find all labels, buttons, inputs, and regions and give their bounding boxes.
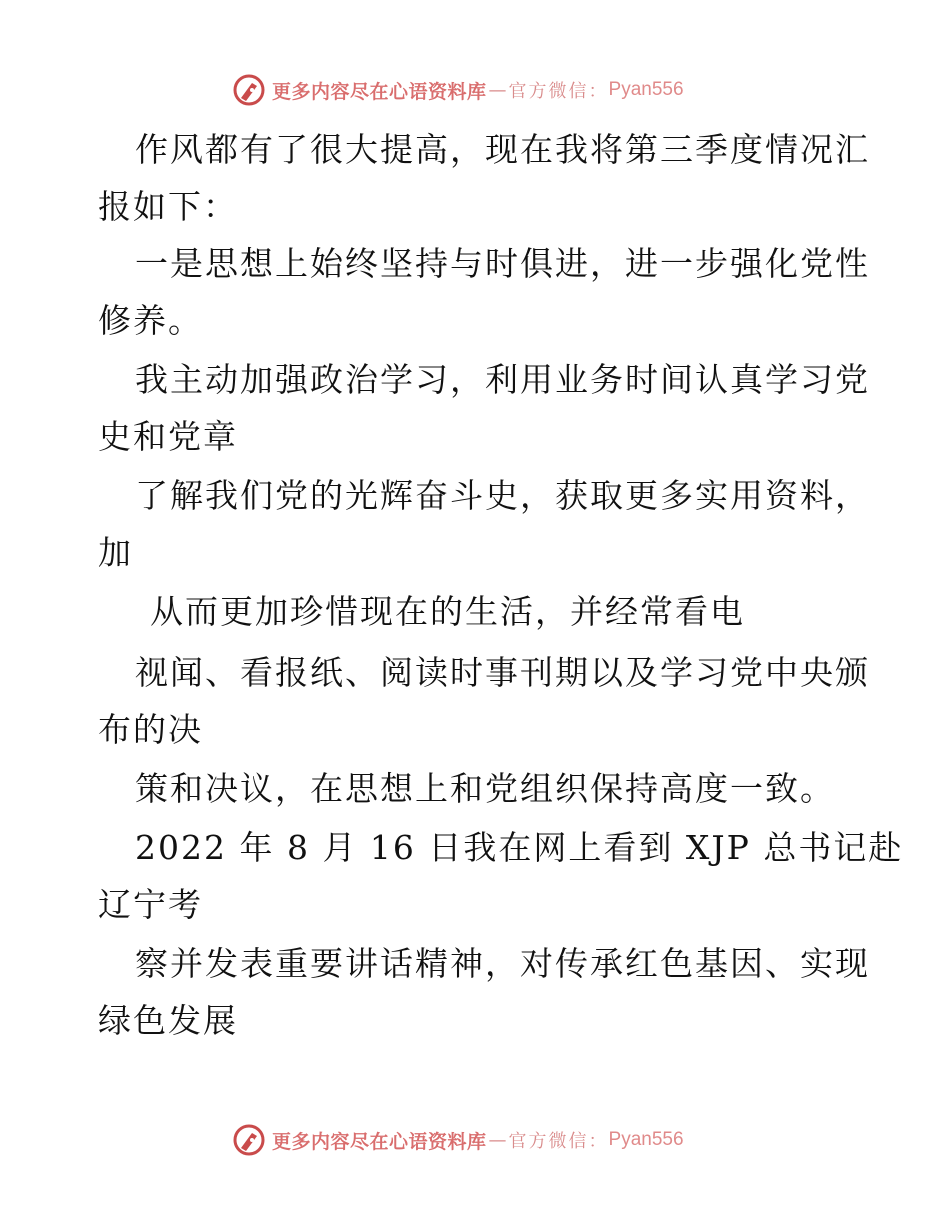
- watermark-wechat-label: 官方微信：: [508, 81, 609, 102]
- watermark-separator: —: [488, 79, 507, 101]
- watermark-site-name: 更多内容尽在心语资料库: [272, 1130, 487, 1153]
- body-line: 视闻、看报纸、阅读时事刊期以及学习党中央颁: [135, 653, 870, 692]
- body-line: 策和决议，在思想上和党组织保持高度一致。: [135, 769, 835, 808]
- body-line: 修养。: [98, 301, 203, 340]
- body-line: 报如下：: [98, 187, 238, 226]
- body-line: 从而更加珍惜现在的生活，并经常看电: [150, 592, 745, 631]
- watermark-separator: —: [488, 1129, 507, 1151]
- pen-nib-logo-icon: [232, 1123, 266, 1157]
- body-line: 2022 年 8 月 16 日我在网上看到 XJP 总书记赴: [135, 828, 904, 867]
- body-line: 察并发表重要讲话精神，对传承红色基因、实现: [135, 944, 870, 983]
- pen-nib-logo-icon: [232, 73, 266, 107]
- watermark-wechat-handle: Pyan556: [608, 1129, 684, 1150]
- header-watermark: [232, 71, 684, 109]
- footer-watermark: [232, 1121, 684, 1159]
- body-line: 绿色发展: [98, 1001, 238, 1040]
- body-line: 布的决: [98, 710, 203, 749]
- body-line: 史和党章: [98, 417, 238, 456]
- watermark-wechat-handle: Pyan556: [608, 79, 684, 100]
- body-line: 一是思想上始终坚持与时俱进，进一步强化党性: [135, 244, 870, 283]
- body-line: 作风都有了很大提高，现在我将第三季度情况汇: [135, 130, 870, 169]
- body-line: 辽宁考: [98, 885, 203, 924]
- watermark-wechat-label: 官方微信：: [508, 1131, 609, 1152]
- body-line: 加: [98, 533, 133, 572]
- body-line: 了解我们党的光辉奋斗史，获取更多实用资料，: [135, 476, 870, 515]
- body-line: 我主动加强政治学习，利用业务时间认真学习党: [135, 360, 870, 399]
- watermark-site-name: 更多内容尽在心语资料库: [272, 80, 487, 103]
